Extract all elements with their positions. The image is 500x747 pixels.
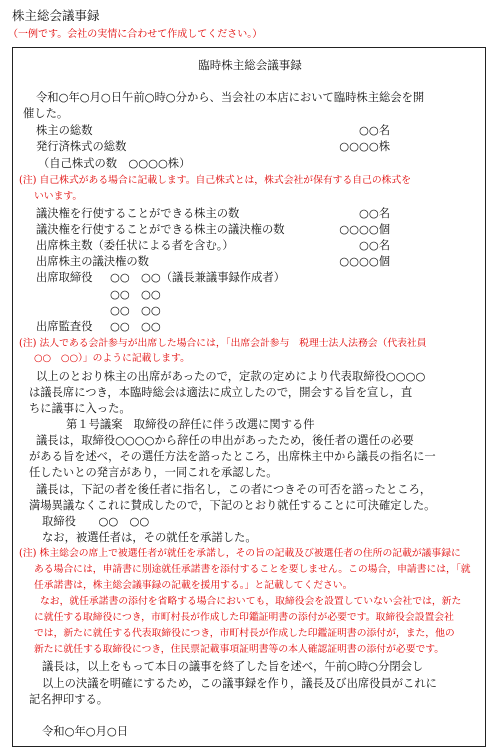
opening-line-1: 令和○年○月○日午前○時○分から、当会社の本店において臨時株主総会を開 [36, 91, 425, 104]
note-acceptance-line: に就任する取締役につき，市町村長が作成した印鑑証明書の添付が必要です。取締役会設置会社 [34, 612, 454, 623]
attending-rights-value: ○○○○個 [339, 255, 390, 268]
note-acceptance-line: (注) 株主総会の席上で被選任者が就任を承諾し，その旨の記載及び被選任者の住所の記載が議事録に [19, 548, 461, 559]
note-acceptance-line: では，新たに就任する代表取締役につき，市町村長が作成した印鑑証明書の添付が，また，他の [34, 628, 455, 639]
note-acceptance-line: 任承諾書は，株主総会議事録の記載を援用する。」と記載してください。 [34, 580, 353, 591]
body-paragraph-2-line: がある旨を述べ，その選任方法を諮ったところ，出席株主中から議長の指名に一 [29, 450, 436, 463]
page-subtitle-note: （一例です。会社の実情に合わせて作成してください。） [8, 29, 263, 40]
attending-director-row: ○○ ○○ [110, 288, 161, 301]
closing-line: 議長は，以上をもって本日の議事を終了した旨を述べ，午前○時○分閉会し [42, 660, 424, 673]
note-accounting-advisor-line-2: ○○ ○○）」のように記載します。 [34, 353, 190, 364]
issued-shares-label: 発行済株式の総数 [36, 140, 127, 153]
closing-line: 記名押印する。 [29, 693, 109, 706]
attending-auditor-value: ○○ ○○ [110, 320, 161, 333]
shareholders-count-label: 株主の総数 [36, 124, 93, 137]
body-paragraph-3-line: 満場異議なくこれに賛成したので，下記のとおり就任することに可決確定した。 [29, 499, 436, 512]
body-paragraph-1-line: 以上のとおり株主の出席があったので，定款の定めにより代表取締役○○○○ [36, 370, 426, 383]
signing-date: 令和○年○月○日 [42, 725, 129, 738]
note-acceptance-line: なお，就任承諾書の添付を省略する場合においても，取締役会を設置していない会社では，新た [40, 596, 462, 607]
appointee-line: 取締役 ○○ ○○ [42, 515, 150, 528]
attending-holders-value: ○○名 [358, 239, 390, 252]
own-shares-line: （自己株式の数 ○○○○株） [38, 157, 191, 170]
attending-directors-label: 出席取締役 [36, 271, 93, 284]
attending-holders-label: 出席株主数（委任状による者を含む。） [36, 239, 234, 252]
body-paragraph-3-line: 議長は，下記の者を後任者に指名し，この者につきその可否を諮ったところ， [36, 483, 432, 496]
issued-shares-value: ○○○○株 [339, 140, 390, 153]
attending-rights-label: 出席株主の議決権の数 [36, 255, 149, 268]
body-paragraph-2-line: 任したいとの発言があり，一同これを承認した。 [29, 466, 278, 479]
note-acceptance-line: 新たに就任する取締役につき，住民票記載事項証明書等の本人確認証明書の添付が必要です。 [34, 644, 445, 655]
voting-holders-value: ○○名 [358, 207, 390, 220]
attending-director-row: ○○ ○○（議長兼議事録作成者） [110, 271, 285, 284]
body-paragraph-2-line: 議長は，取締役○○○○から辞任の申出があったため，後任者の選任の必要 [36, 434, 414, 447]
body-paragraph-1-line: は議長席につき，本臨時総会は適法に成立したので，開会する旨を宣し，直 [29, 386, 413, 399]
opening-line-2: 催した。 [23, 107, 69, 120]
voting-rights-label: 議決権を行使することができる株主の議決権の数 [36, 223, 285, 236]
note-own-shares-line-2: いいます。 [34, 191, 83, 202]
attending-auditor-label: 出席監査役 [36, 320, 93, 333]
attending-director-row: ○○ ○○ [110, 304, 161, 317]
voting-holders-label: 議決権を行使することができる株主の数 [36, 207, 240, 220]
page-title: 株主総会議事録 [12, 8, 100, 23]
note-acceptance-line: ある場合には，申請書に別途就任承諾書を添付することを要しません。この場合，申請書には，「就 [34, 564, 471, 575]
closing-line: 以上の決議を明確にするため，この議事録を作り，議長及び出席役員がこれに [42, 677, 437, 690]
body-paragraph-1-line: ちに議事に入った。 [29, 402, 131, 415]
note-own-shares-line-1: (注) 自己株式がある場合に記載します。自己株式とは，株式会社が保有する自己の株式を [19, 175, 412, 186]
document-heading: 臨時株主総会議事録 [198, 58, 302, 72]
shareholders-count-value: ○○名 [358, 124, 390, 137]
agenda-item-1: 第１号議案 取締役の辞任に伴う改選に関する件 [66, 418, 315, 431]
voting-rights-value: ○○○○個 [339, 223, 390, 236]
note-accounting-advisor-line-1: (注) 法人である会計参与が出席した場合には，「出席会計参与 税理士法人法務会（代表社員 [19, 338, 427, 349]
acceptance-line: なお，被選任者は，その就任を承諾した。 [42, 531, 257, 544]
